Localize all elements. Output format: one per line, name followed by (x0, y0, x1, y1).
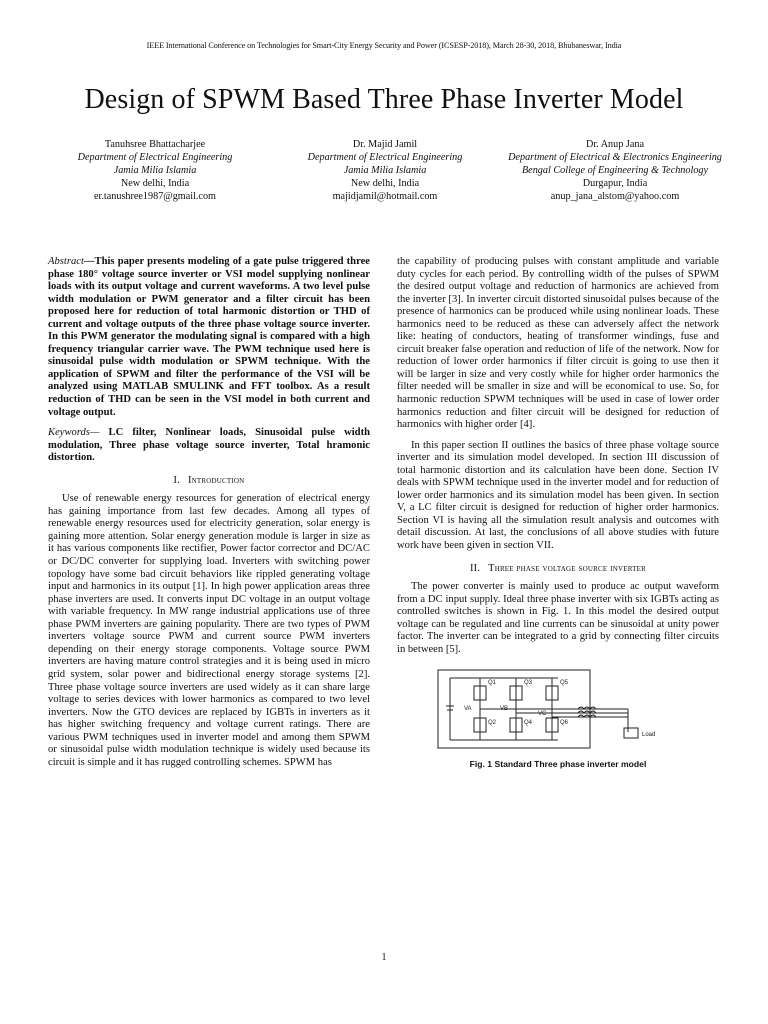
author-location: Durgapur, India (582, 178, 648, 189)
abstract-text: —This paper presents modeling of a gate pulse triggered three phase 180° voltage source inverter or VSI model supplying nonlinear loads with its output voltage and current waveforms. A two level pulse width modulation or PWM generator and a filter circuit has been proposed here for reduction of total harmonic distortion or THD of current and voltage outputs of the three phase voltage source inverter. In this PWM generator the modulating signal is compared with a high frequency triangular carrier wave. The PWM technique used here is sinusoidal pulse width modulation or SPWM technique. With the application of SPWM and filter the performance of the VSI will be analyzed using MATLAB SMULINK and FFT toolbox. As a result reduction of THD can be seen in the VSI model in both current and voltage output. (48, 256, 370, 418)
node-label-va: VA (464, 706, 472, 713)
author-name: Dr. Majid Jamil (352, 139, 418, 150)
section-title: Three phase voltage source inverter (488, 562, 646, 574)
switch-label-q4: Q4 (524, 720, 533, 727)
right-column (397, 256, 719, 771)
continuation-paragraph: the capability of producing pulses with constant amplitude and variable duty cycles for each period. By controlling width of the pulses of SPWM the desired output voltage and reduction of harmonics are achieved from the inverter [3]. In inverter circuit distorted sinusoidal pulses because of the presence of harmonics can be produced while using nonlinear loads. These harmonics need to be reduced as these can adversely affect the network like: heating of conductors, heating of transformer windings, fuse and circuit breaker false operation and reduction of life of the network. Now for reduction of lower order harmonics if filter circuit is going to use then it will be larger in size and very costly while for higher order harmonics the filter needed will be smaller in size and will be economical to use. So, for harmonic reduction SPWM techniques will be used in case of lower order harmonics reduction and filter circuit will be designed for reduction of harmonics with higher order [4]. (397, 256, 719, 431)
author-institution: Bengal College of Engineering & Technology (521, 165, 709, 176)
author-email[interactable]: anup_jana_alstom@yahoo.com (550, 191, 680, 202)
abstract (48, 256, 370, 419)
load-box (624, 728, 638, 738)
switch-label-q6: Q6 (560, 720, 569, 727)
page-number: 1 (381, 952, 387, 963)
section-number: II. (470, 562, 481, 574)
left-column (48, 256, 370, 769)
switch-label-q3: Q3 (524, 680, 533, 687)
author-dept: Department of Electrical Engineering (307, 152, 463, 163)
inverter-circuit-diagram (428, 666, 688, 752)
section-1-heading (48, 475, 370, 488)
section-title: Introduction (188, 474, 245, 486)
abstract-lead: Abstract (48, 256, 84, 267)
node-label-vb: VB (500, 706, 509, 713)
author-name: Tanuhsree Bhattacharjee (104, 139, 206, 150)
section-2-heading (397, 563, 719, 576)
figure-1 (428, 666, 688, 752)
section-1-paragraph: Use of renewable energy resources for generation of electrical energy has gaining importance from last few decades. Among all types of renewable energy resources used for electricity generation, solar energy is gaining more attention. Solar energy generation module is larger in size as it has various components like rectifier, Power factor corrector and DC/AC or DC/DC converter for supplying load. Inverters with switching power topology have some bad circuit behaviors like rippled generating voltage input and harmonics in its output [1]. In high power application areas three phase inverters are used. It converts input DC voltage in an output voltage with variable frequency. In MW range industrial applications use of three phase PWM inverters are gaining popularity. There are two types of PWM inverters voltage source PWM and current source PWM inverters depending on their energy storage components. Voltage source PWM inverters are having mature control strategies and it is being used in micro grid system, solar power and bidirectional energy storage systems [2]. Three phase voltage source inverters are used widely as it can share large voltage to series devices with lower harmonics as compared to two level inverters. Now the GTO devices are replaced by IGBTs in inverters as it has higher switching frequency and voltage current ratings. There are various PWM techniques used in inverter model and among them SPWM or sinusoidal pulse width modulation technique is widely used because its circuit is simple and it has rugged controlling schemes. SPWM has (48, 493, 370, 768)
author-2 (270, 138, 500, 203)
author-email[interactable]: majidjamil@hotmail.com (332, 191, 438, 202)
section-2-paragraph: The power converter is mainly used to produce ac output waveform from a DC input supply. Ideal three phase inverter with six IGBTs acting as controlled switches is shown in Fig. 1. In this model the desired output voltage can be regulated and line currents can be sinusoidal at unity power factor. The inverter can be integrated to a grid by connecting filter circuits in between [5]. (397, 581, 719, 655)
section-number: I. (173, 474, 181, 486)
node-label-vc: VC (538, 711, 547, 718)
author-dept: Department of Electrical Engineering (77, 152, 233, 163)
load-label: Load (642, 732, 656, 739)
author-location: New delhi, India (120, 178, 190, 189)
switch-label-q2: Q2 (488, 720, 497, 727)
outline-paragraph: In this paper section II outlines the basics of three phase voltage source inverter and its simulation model developed. In section III discussion of total harmonic distortion and its calculation have been done. Section IV deals with SPWM technique used in the inverter model and for reduction of lower order harmonics and its simulation model has been given. In section V, a LC filter circuit is designed for reduction of higher order harmonics. Section VI is having all the simulation result analysis and outcomes with detail discussion. At last, the conclusions of all above studies with future work have been given in section VII. (397, 439, 719, 552)
keywords-text: LC filter, Nonlinear loads, Sinusoidal pulse width modulation, Three phase voltage source inverter, Total hramonic distortion. (48, 427, 370, 464)
author-name: Dr. Anup Jana (585, 139, 644, 150)
author-location: New delhi, India (350, 178, 420, 189)
author-1 (40, 138, 270, 203)
author-institution: Jamia Milia Islamia (113, 165, 197, 176)
author-3 (500, 138, 730, 203)
paper-title: Design of SPWM Based Three Phase Inverter Model (84, 84, 684, 115)
figure-caption: Fig. 1 Standard Three phase inverter model (469, 759, 647, 770)
keywords (48, 427, 370, 465)
author-block (40, 138, 730, 203)
switch-label-q1: Q1 (488, 680, 497, 687)
author-email[interactable]: er.tanushree1987@gmail.com (94, 191, 216, 202)
author-institution: Jamia Milia Islamia (343, 165, 427, 176)
conference-header: IEEE International Conference on Technologies for Smart-City Energy Security and Power (ICSESP-2018), March 28-30, 2018, Bhubaneswar, India (146, 41, 622, 50)
author-dept: Department of Electrical & Electronics Engineering (508, 152, 722, 163)
switch-label-q5: Q5 (560, 680, 569, 687)
keywords-lead: Keywords— (48, 427, 100, 439)
